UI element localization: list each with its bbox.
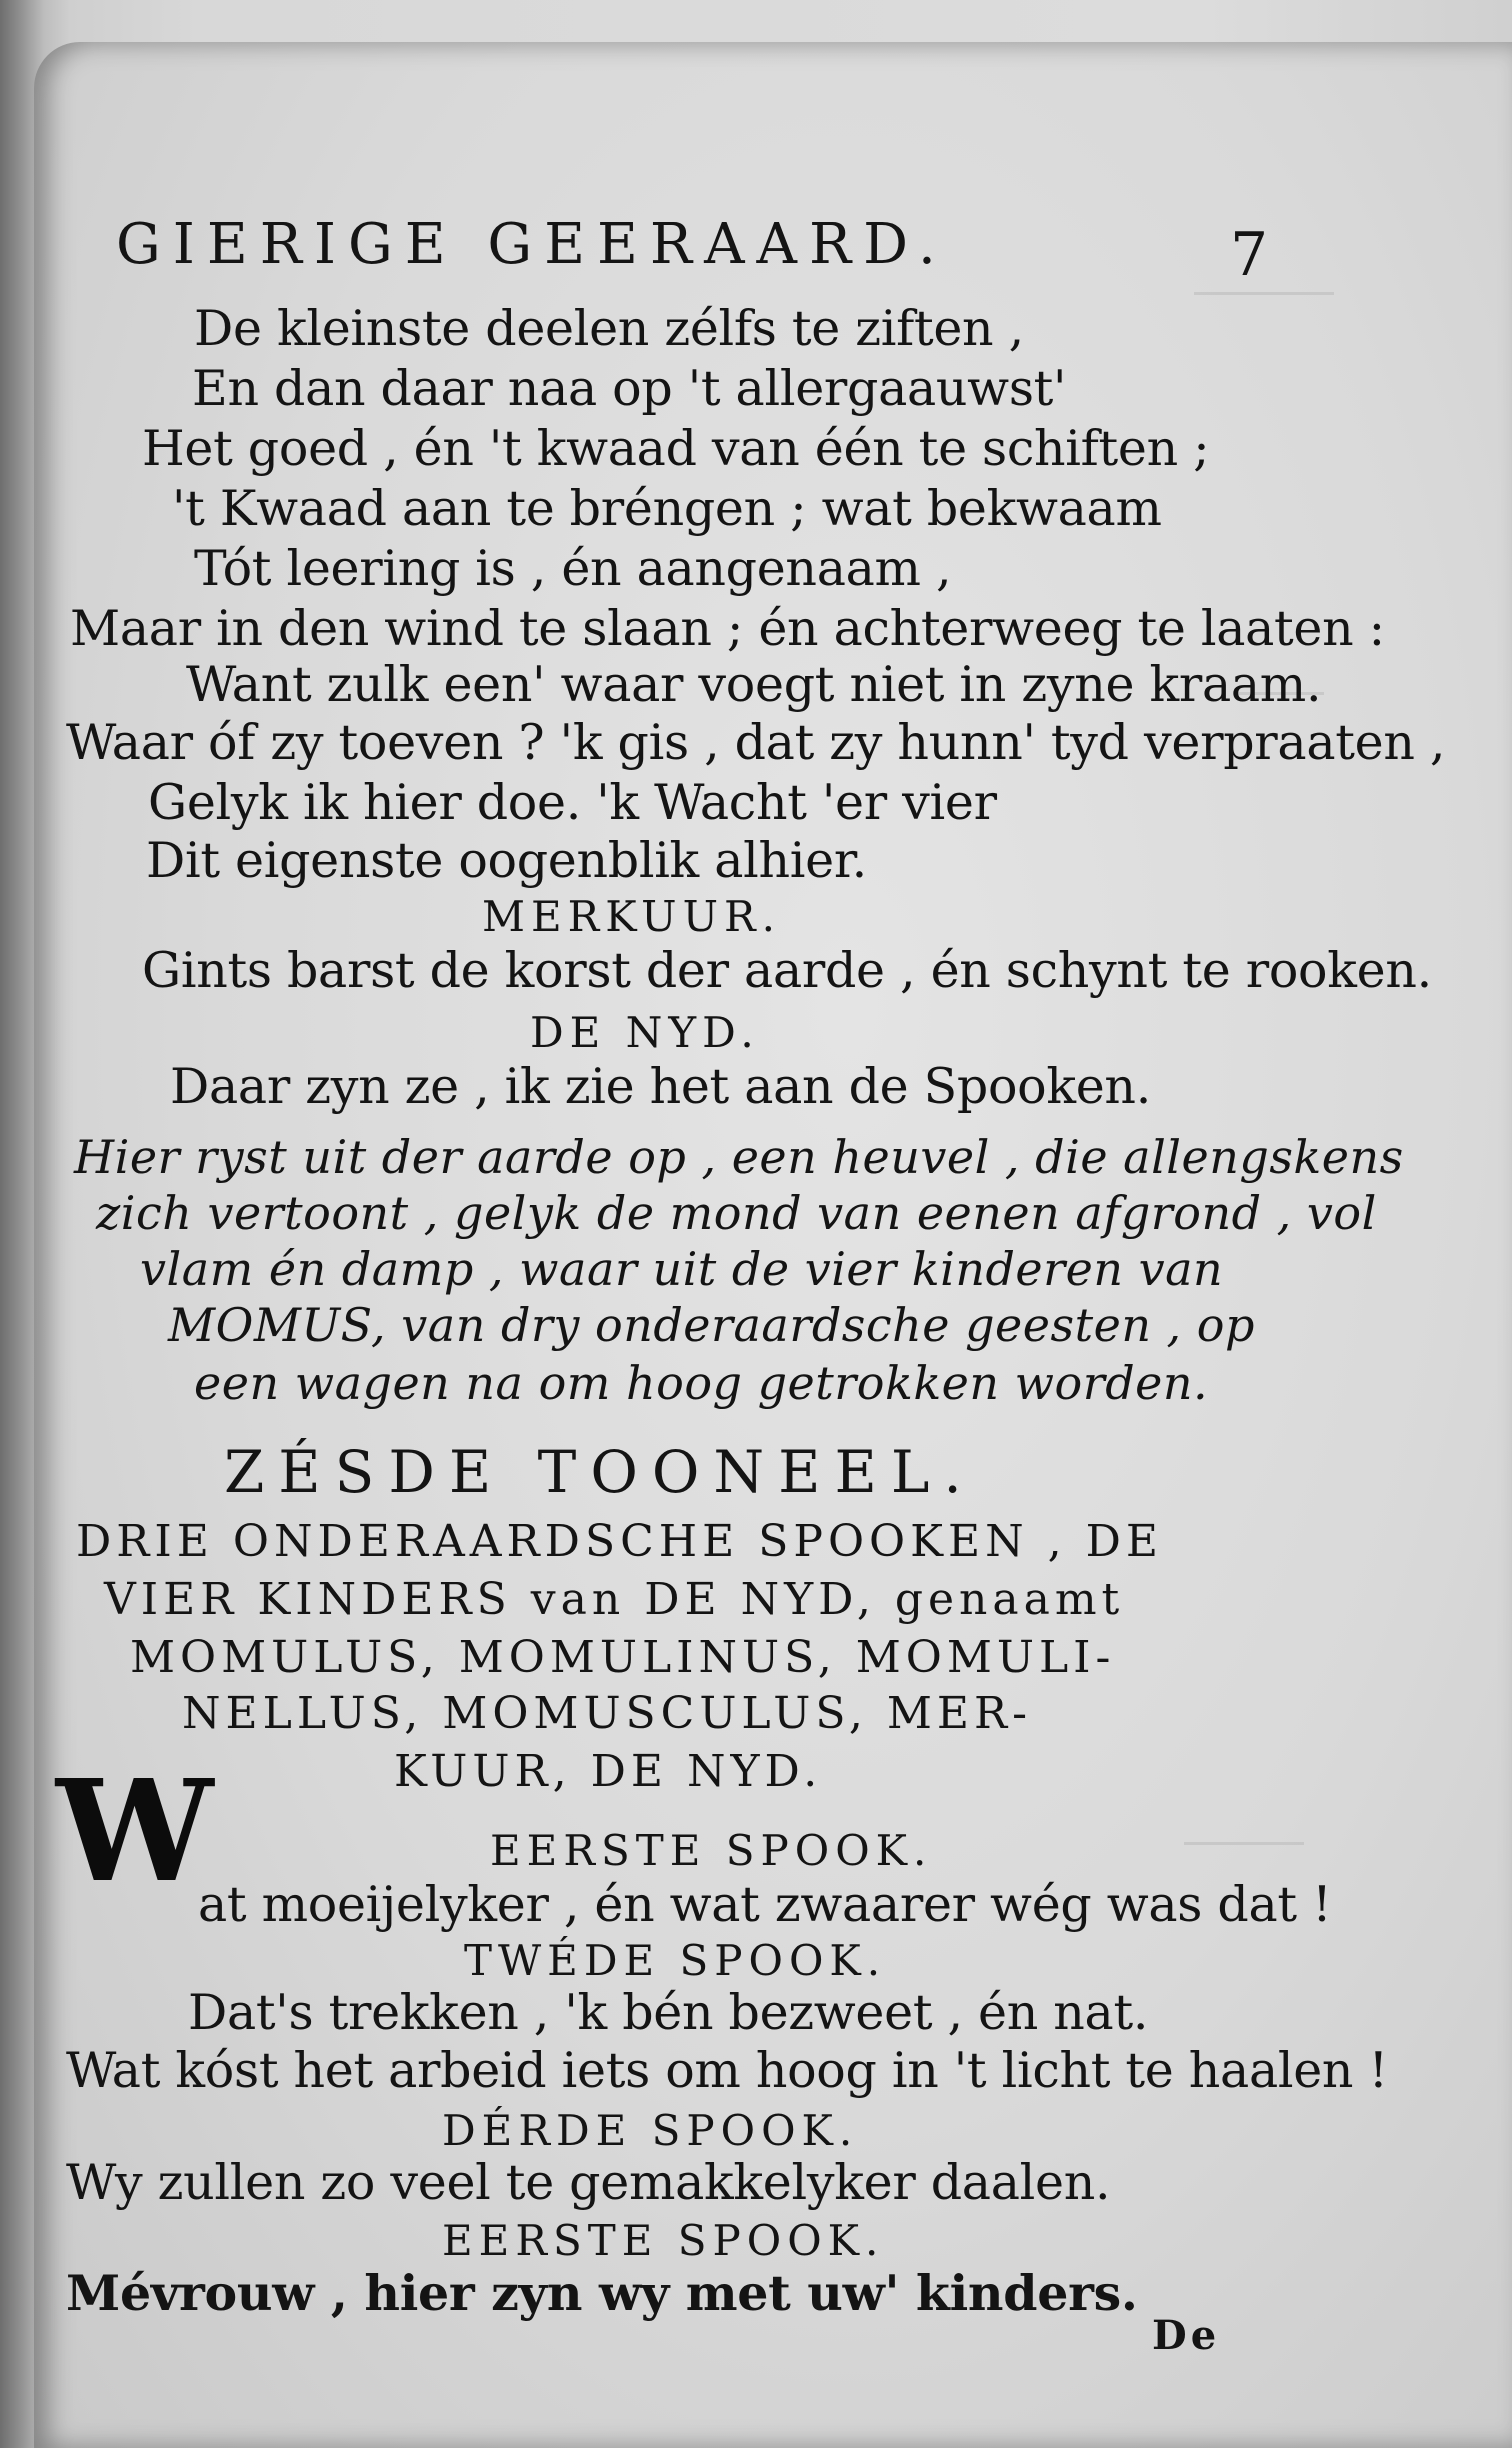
verse-line: En dan daar naa op 't allergaauwst'	[192, 360, 1067, 417]
stage-direction-line: vlam én damp , waar uit de vier kinderen van	[140, 1242, 1224, 1296]
cast-line: NELLUS, MOMUSCULUS, MER-	[182, 1688, 1033, 1739]
verse-line: Waar óf zy toeven ? 'k gis , dat zy hunn' tyd verpraaten ,	[66, 714, 1446, 771]
verse-line: Tót leering is , én aangenaam ,	[194, 540, 952, 597]
verse-line: Gints barst de korst der aarde , én schynt te rooken.	[142, 942, 1432, 999]
verse-line: Dit eigenste oogenblik alhier.	[146, 832, 867, 889]
catchword: De	[1152, 2312, 1221, 2359]
verse-line: 't Kwaad aan te bréngen ; wat bekwaam	[172, 480, 1162, 537]
show-through-mark	[1184, 1802, 1304, 1845]
speaker-name: EERSTE SPOOK.	[490, 1826, 933, 1875]
speaker-name: DÉRDE SPOOK.	[442, 2106, 859, 2155]
stage-direction-line: een wagen na om hoog getrokken worden.	[194, 1356, 1209, 1410]
cast-line: VIER KINDERS van DE NYD, genaamt	[104, 1574, 1125, 1625]
speaker-name: TWÉDE SPOOK.	[464, 1936, 887, 1985]
verse-line: Dat's trekken , 'k bén bezweet , én nat.	[188, 1984, 1149, 2041]
verse-line: Maar in den wind te slaan ; én achterweeg te laaten :	[70, 600, 1385, 657]
speaker-name: MERKUUR.	[482, 892, 781, 941]
verse-line: Het goed , én 't kwaad van één te schiften ;	[142, 420, 1210, 477]
verse-line: Daar zyn ze , ik zie het aan de Spooken.	[170, 1058, 1151, 1115]
cast-line: DRIE ONDERAARDSCHE SPOOKEN , DE	[76, 1516, 1163, 1567]
verse-line: Wy zullen zo veel te gemakkelyker daalen.	[66, 2154, 1111, 2211]
stage-direction-line: Hier ryst uit der aarde op , een heuvel , die allengskens	[74, 1130, 1404, 1184]
speaker-name: EERSTE SPOOK.	[442, 2216, 885, 2265]
stage-direction-line: zich vertoont , gelyk de mond van eenen afgrond , vol	[96, 1186, 1377, 1240]
cast-line: KUUR, DE NYD.	[394, 1746, 823, 1797]
drop-cap: W	[56, 1750, 214, 1914]
speaker-name: DE NYD.	[530, 1008, 760, 1057]
cast-line: MOMULUS, MOMULINUS, MOMULI-	[130, 1632, 1116, 1683]
book-page	[34, 42, 1512, 2448]
verse-line: Want zulk een' waar voegt niet in zyne kraam.	[186, 656, 1322, 713]
verse-line: at moeijelyker , én wat zwaarer wég was dat !	[198, 1876, 1332, 1933]
stage-direction-line: MOMUS, van dry onderaardsche geesten , op	[168, 1298, 1255, 1352]
verse-line: Gelyk ik hier doe. 'k Wacht 'er vier	[148, 774, 997, 831]
verse-line: De kleinste deelen zélfs te ziften ,	[194, 300, 1024, 357]
verse-line: Wat kóst het arbeid iets om hoog in 't licht te haalen !	[66, 2042, 1388, 2099]
scene-title: ZÉSDE TOONEEL.	[224, 1438, 976, 1506]
running-title: GIERIGE GEERAARD.	[116, 212, 948, 277]
verse-line: Mévrouw , hier zyn wy met uw' kinders.	[66, 2264, 1138, 2322]
page-number: 7	[1230, 220, 1269, 290]
